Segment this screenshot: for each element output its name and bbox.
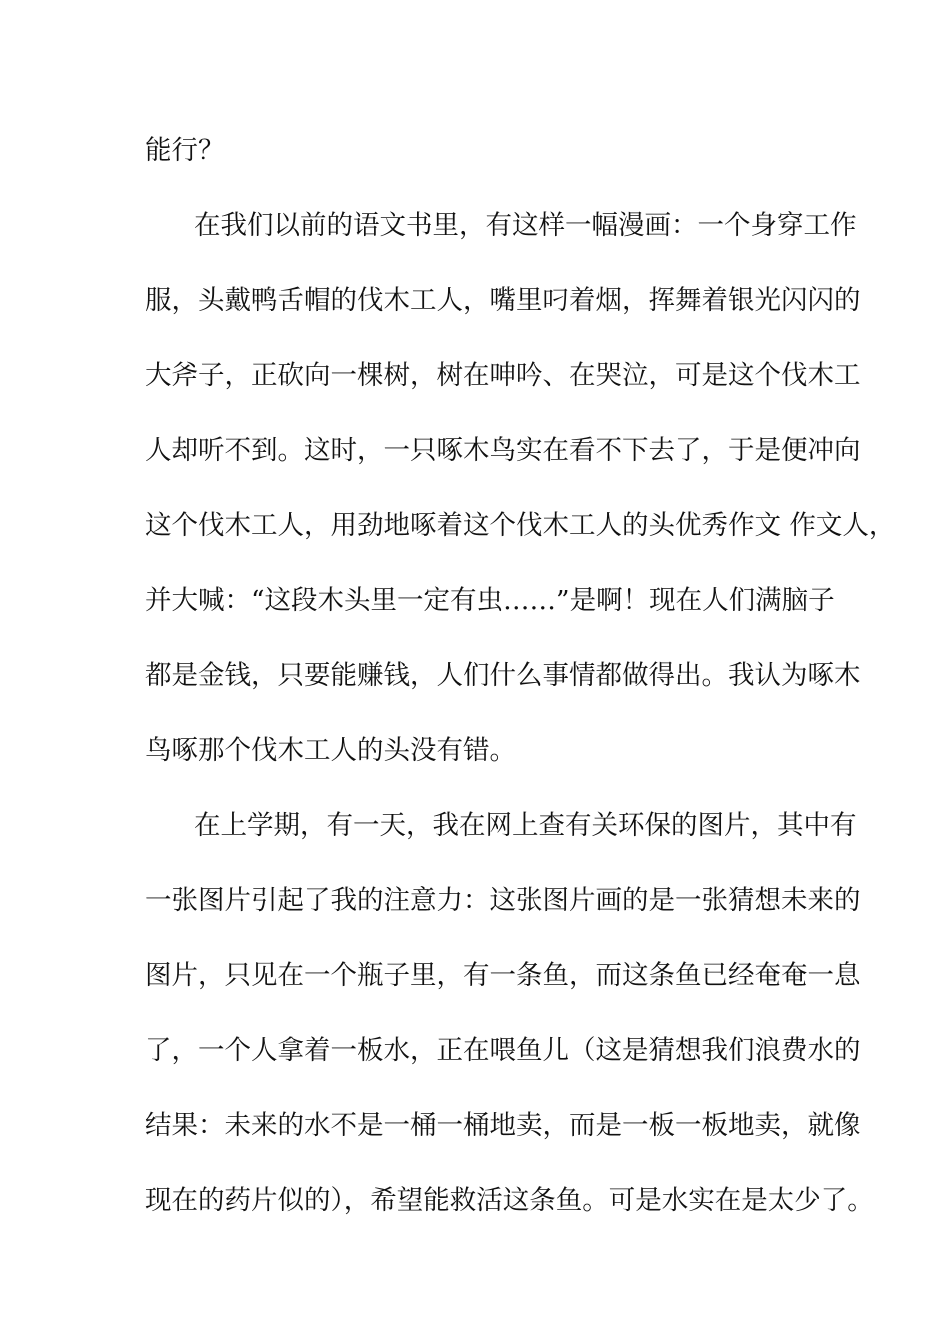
- text-line: 这个伐木工人，用劲地啄着这个伐木工人的头优秀作文 作文人，: [145, 510, 896, 541]
- text-line: 图片，只见在一个瓶子里，有一条鱼，而这条鱼已经奄奄一息: [145, 960, 861, 991]
- text-line: 了，一个人拿着一板水，正在喂鱼儿（这是猜想我们浪费水的: [145, 1035, 861, 1066]
- text-line: 都是金钱，只要能赚钱，人们什么事情都做得出。我认为啄木: [145, 660, 861, 691]
- text-line: 一张图片引起了我的注意力：这张图片画的是一张猜想未来的: [145, 885, 861, 916]
- text-line: 服，头戴鸭舌帽的伐木工人，嘴里叼着烟，挥舞着银光闪闪的: [145, 285, 861, 316]
- paragraph-start-line: 在上学期，有一天，我在网上查有关环保的图片，其中有: [194, 810, 857, 841]
- text-line: 能行？: [145, 135, 225, 166]
- text-line: 鸟啄那个伐木工人的头没有错。: [145, 735, 516, 766]
- text-line: 人却听不到。这时，一只啄木鸟实在看不下去了，于是便冲向: [145, 435, 861, 466]
- text-line: 大斧子，正砍向一棵树，树在呻吟、在哭泣，可是这个伐木工: [145, 360, 861, 391]
- text-line: 并大喊：“这段木头里一定有虫……”是啊！现在人们满脑子: [145, 585, 835, 616]
- text-line: 现在的药片似的），希望能救活这条鱼。可是水实在是太少了。: [145, 1185, 874, 1216]
- paragraph-start-line: 在我们以前的语文书里，有这样一幅漫画：一个身穿工作: [194, 210, 857, 241]
- text-line: 结果：未来的水不是一桶一桶地卖，而是一板一板地卖，就像: [145, 1110, 861, 1141]
